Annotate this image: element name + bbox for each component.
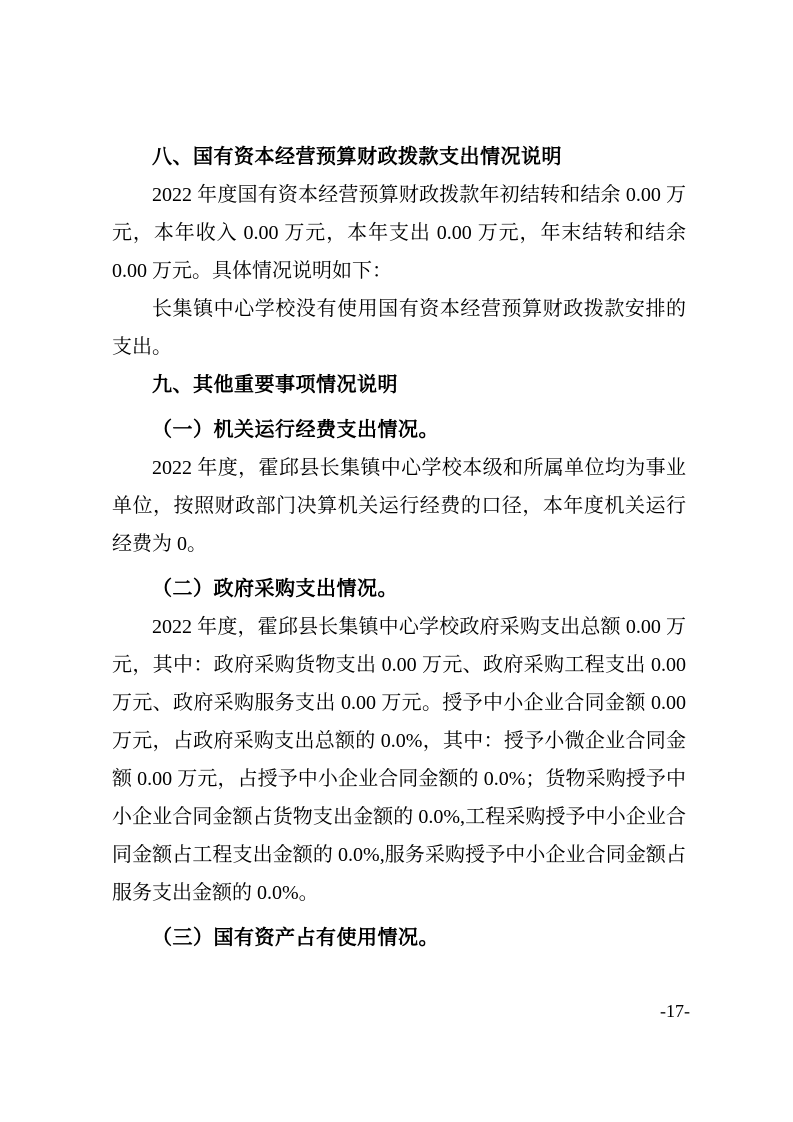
paragraph-agency-operating-expense: 2022 年度，霍邱县长集镇中心学校本级和所属单位均为事业单位，按照财政部门决算机关运行经费的口径，本年度机关运行经费为 0。 [112,457,686,555]
paragraph-state-capital-figures: 2022 年度国有资本经营预算财政拨款年初结转和结余 0.00 万元，本年收入 0.00 万元，本年支出 0.00 万元，年末结转和结余 0.00 万元。具体情况说明如下： [112,184,686,282]
page-number: -17- [660,1001,690,1021]
subheading-agency-operating-expense: （一）机关运行经费支出情况。 [152,419,439,441]
section-heading-state-capital-budget: 八、国有资本经营预算财政拨款支出情况说明 [152,146,562,168]
paragraph-government-procurement: 2022 年度，霍邱县长集镇中心学校政府采购支出总额 0.00 万元，其中：政府采购货物支出 0.00 万元、政府采购工程支出 0.00 万元、政府采购服务支出 0.00 万元。授予中小企业合同金额 0.00 万元，占政府采购支出总额的 0.0%，其中：授予小微企业合同金额 0.00 万元，占授予中小企业合同金额的 0.0%；货物采购授予中小企业合同金额占货物支出金额的 0.0%,工程采购授予中小企业合同金额占工程支出金额的 0.0%,服务采购授予中小企业合同金额占服务支出金额的 0.0%。 [112,616,686,904]
subheading-government-procurement: （二）政府采购支出情况。 [152,578,398,600]
section-heading-other-important-matters: 九、其他重要事项情况说明 [152,374,398,396]
subheading-state-asset-usage: （三）国有资产占有使用情况。 [152,927,439,949]
paragraph-state-capital-note: 长集镇中心学校没有使用国有资本经营预算财政拨款安排的支出。 [112,298,686,358]
document-content [112,138,686,957]
